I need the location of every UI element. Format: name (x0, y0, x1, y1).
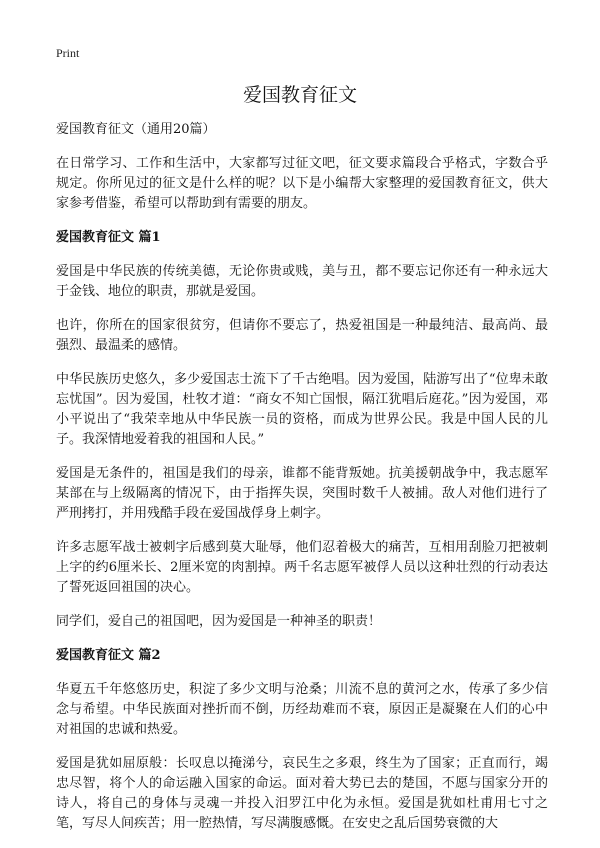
article-subtitle: 爱国教育征文（通用20篇） (56, 122, 216, 137)
paragraph: 同学们，爱自己的祖国吧，因为爱国是一种神圣的职责！ (56, 614, 382, 629)
article-body (56, 120, 548, 848)
print-link[interactable]: Print (56, 46, 80, 60)
paragraph: 许多志愿军战士被刺字后感到莫大耻辱，他们忍着极大的痛苦，互相用刮脸刀把被刺上字的约6厘米长、2厘米宽的肉割掉。两千名志愿军被俘人员以这种壮烈的行动表达了誓死返回祖国的决心。 (56, 540, 548, 595)
section-heading: 爱国教育征文 篇2 (56, 648, 161, 663)
paragraph: 爱国是中华民族的传统美德，无论你贵或贱，美与丑，都不要忘记你还有一种永远大于金钱、地位的职责，那就是爱国。 (56, 264, 548, 299)
section-1 (56, 228, 548, 632)
section-heading: 爱国教育征文 篇1 (56, 230, 161, 245)
paragraph: 爱国是犹如屈原般：长叹息以掩涕兮，哀民生之多艰，终生为了国家；正直而行，竭忠尽智，将个人的命运融入国家的命运。面对着大势已去的楚国，不愿与国家分开的诗人，将自己的身体与灵魂一并投入汨罗江中化为永恒。爱国是犹如杜甫用七寸之笔，写尽人间疾苦；用一腔热情，写尽满腹感慨。在安史之乱后国势衰微的大 (56, 756, 548, 831)
paragraph: 也许，你所在的国家很贫穷，但请你不要忘了，热爱祖国是一种最纯洁、最高尚、最强烈、最温柔的感情。 (56, 318, 548, 353)
page-title: 爱国教育征文 (242, 84, 357, 106)
paragraph: 华夏五千年悠悠历史，积淀了多少文明与沧桑；川流不息的黄河之水，传承了多少信念与希望。中华民族面对挫折而不倒，历经劫难而不衰，原因正是凝聚在人们的心中对祖国的忠诚和热爱。 (56, 682, 548, 737)
paragraph: 爱国是无条件的，祖国是我们的母亲，谁都不能背叛她。抗美援朝战争中，我志愿军某部在与上级隔离的情况下，由于指挥失误，突围时数千人被捕。敌人对他们进行了严刑拷打，并用残酷手段在爱国战俘身上刺字。 (56, 466, 548, 521)
intro-paragraph: 在日常学习、工作和生活中，大家都写过征文吧，征文要求篇段合乎格式，字数合乎规定。你所见过的征文是什么样的呢？以下是小编帮大家整理的爱国教育征文，供大家参考借鉴，希望可以帮助到有需要的朋友。 (56, 156, 548, 211)
paragraph: 中华民族历史悠久，多少爱国志士流下了千古绝唱。因为爱国，陆游写出了“位卑未敢忘忧国”。因为爱国，杜牧才道：“商女不知亡国恨，隔江犹唱后庭花。”因为爱国，邓小平说出了“我荣幸地从中华民族一员的资格，而成为世界公民。我是中国人民的儿子。我深情地爱着我的祖国和人民。” (56, 372, 548, 447)
section-2 (56, 646, 548, 834)
